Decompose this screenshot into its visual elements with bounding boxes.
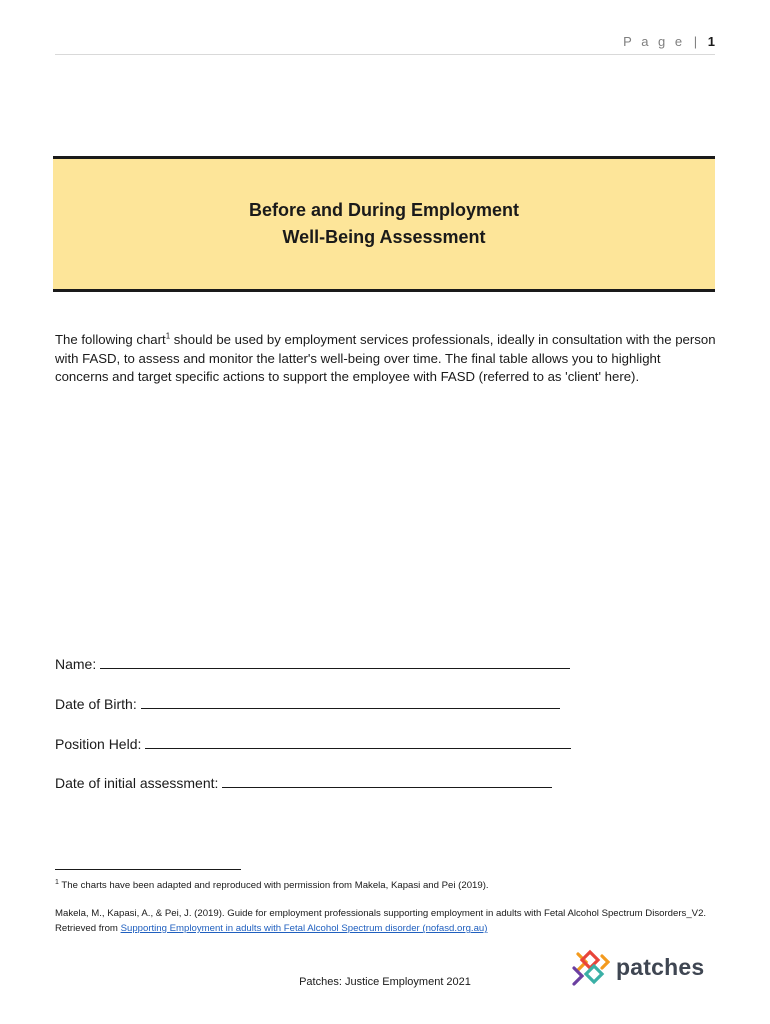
name-label: Name:: [55, 656, 97, 672]
intro-text-start: The following chart: [55, 332, 166, 347]
name-line[interactable]: [100, 654, 570, 669]
position-held-label: Position Held:: [55, 736, 142, 752]
footnote-text: The charts have been adapted and reproduced with permission from Makela, Kapasi and Pei (2019).: [58, 880, 489, 892]
title-box: [53, 156, 715, 292]
intro-paragraph: [55, 331, 717, 387]
page-separator: |: [693, 34, 698, 49]
date-of-birth-label: Date of Birth:: [55, 696, 137, 712]
footnote-number: 1: [55, 879, 59, 886]
page-header: [55, 34, 715, 55]
initial-assessment-date-line[interactable]: [222, 773, 552, 788]
date-of-birth-field[interactable]: [55, 694, 560, 712]
page-number: 1: [707, 34, 715, 49]
intro-text-rest: should be used by employment services professionals, ideally in consultation with the person with FASD, to assess and monitor the latter's well-being over time. The final table allows you to highlight concerns and target specific actions to support the employee with FASD (referred to as 'client' here).: [55, 332, 716, 384]
position-held-field[interactable]: [55, 734, 571, 752]
footnote-divider: [55, 869, 241, 870]
position-held-line[interactable]: [145, 734, 571, 749]
initial-assessment-date-label: Date of initial assessment:: [55, 775, 219, 791]
page-footer: Patches: Justice Employment 2021: [299, 976, 471, 988]
reference-citation: [55, 906, 725, 936]
page-label: P a g e: [623, 34, 686, 49]
name-field[interactable]: [55, 654, 570, 672]
date-of-birth-line[interactable]: [141, 694, 560, 709]
reference-link[interactable]: Supporting Employment in adults with Fetal Alcohol Spectrum disorder (nofasd.org.au): [120, 923, 488, 934]
initial-assessment-date-field[interactable]: [55, 773, 552, 791]
footnote: [55, 879, 489, 891]
title-line-2: Well-Being Assessment: [282, 227, 486, 247]
title-line-1: Before and During Employment: [248, 200, 520, 220]
reference-text: Makela, M., Kapasi, A., & Pei, J. (2019). Guide for employment professionals supporting employment in adults with Fetal Alcohol Spectrum Disorders_V2. Retrieved from: [55, 908, 707, 934]
footnote-marker: 1: [165, 331, 171, 341]
logo-wordmark: patches: [616, 953, 705, 980]
